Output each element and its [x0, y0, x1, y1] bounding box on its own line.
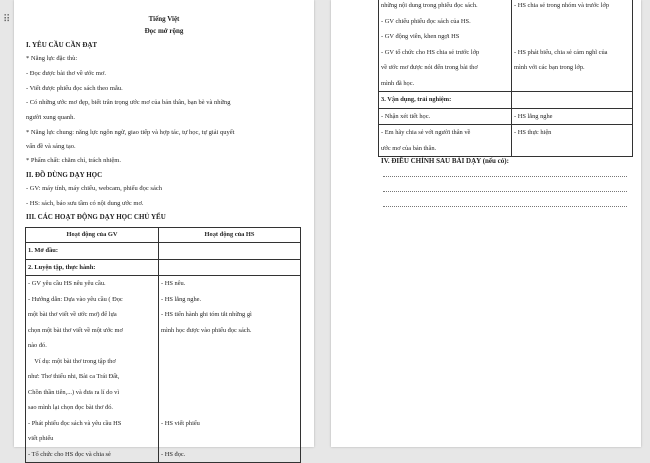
- section-2-heading: II. ĐỒ DÙNG DẠY HỌC: [26, 171, 103, 179]
- hs-line: [514, 141, 630, 157]
- section-1-line: * Năng lực chung: năng lực ngôn ngữ, giao tiếp và hợp tác, tự học, tự giải quyết: [26, 129, 235, 136]
- gv-activity-cell: [379, 125, 512, 157]
- hs-line: - HS đọc.: [161, 450, 186, 458]
- gv-activity-cell: [26, 276, 159, 463]
- section-2-line: - GV: máy tính, máy chiếu, webcam, phiếu đọc sách: [26, 185, 162, 192]
- section-2-line: - HS: sách, báo sưu tầm có nội dung ước mơ.: [26, 200, 144, 207]
- gv-line: - GV yêu cầu HS nêu yêu cầu.: [28, 280, 106, 287]
- section-1-line: * Phẩm chất: chăm chỉ, trách nhiệm.: [26, 157, 121, 164]
- gv-line: nào đó.: [28, 342, 47, 349]
- hs-line: - HS chia sẻ trong nhóm và trước lớp: [514, 2, 610, 9]
- section-1-line: - Viết được phiếu đọc sách theo mẫu.: [26, 85, 123, 92]
- document-page-2: [331, 0, 641, 447]
- section-1-line: vấn đề và sáng tạo.: [26, 143, 76, 150]
- hs-line: [514, 14, 630, 30]
- gv-line: - Tổ chức cho HS đọc và chia sẻ: [28, 450, 111, 458]
- hs-line: [514, 29, 630, 45]
- activities-table-continued: [378, 0, 633, 157]
- gv-line: - Hướng dẫn: Dựa vào yêu cầu ( Đọc: [28, 295, 123, 303]
- gv-line: về ước mơ được nói đến trong bài thơ: [381, 64, 478, 71]
- hs-column-header: Hoạt động của HS: [159, 228, 301, 243]
- gv-line: - GV động viên, khen ngợi HS: [381, 33, 460, 40]
- lesson-title: Đọc mở rộng: [144, 27, 184, 35]
- hs-line: - HS nêu.: [161, 280, 186, 287]
- section-4-heading: IV. ĐIỀU CHỈNH SAU BÀI DẠY (nếu có):: [381, 157, 509, 165]
- activities-table: [25, 227, 301, 463]
- gv-line: - GV chiếu phiếu đọc sách của HS.: [381, 17, 471, 25]
- section-1-line: người xung quanh.: [26, 114, 76, 121]
- gv-line: Chồn thần tiên,...) và đưa ra lí do vì: [28, 388, 120, 396]
- hs-activity-cell: [512, 108, 633, 125]
- table-section-heading: 3. Vận dụng, trải nghiệm:: [379, 92, 512, 109]
- subject-title: Tiếng Việt: [148, 15, 180, 23]
- hs-line: [161, 431, 298, 447]
- hs-line: [514, 76, 630, 92]
- hs-line: - HS phát biểu, chia sẻ cảm nghĩ của: [514, 48, 608, 56]
- section-1-line: - Có những ước mơ đẹp, biết trân trọng ước mơ của bản thân, bạn bè và những: [26, 99, 231, 106]
- gv-line: - Em hãy chia sẻ với người thân về: [381, 129, 471, 136]
- hs-line: [161, 338, 298, 354]
- hs-line: [161, 369, 298, 385]
- table-section-heading: 1. Mở đầu:: [26, 243, 159, 260]
- gv-line: viết phiếu: [28, 435, 54, 442]
- gv-activity-cell: [379, 0, 512, 92]
- gv-activity-cell: [379, 108, 512, 125]
- blank-line: [383, 176, 627, 177]
- blank-line: [383, 206, 627, 207]
- hs-line: [161, 385, 298, 401]
- hs-line: - HS lắng nghe.: [161, 295, 202, 303]
- hs-activity-cell: [512, 0, 633, 92]
- gv-line: - Phát phiếu đọc sách và yêu cầu HS: [28, 419, 122, 427]
- hs-line: mình học được vào phiếu đọc sách.: [161, 326, 252, 334]
- gv-line: sao mình lại chọn đọc bài thơ đó.: [28, 404, 114, 411]
- gv-line: như: Thơ thiếu nhi, Bài ca Trái Đất,: [28, 373, 120, 380]
- gv-column-header: Hoạt động của GV: [26, 228, 159, 243]
- gv-line: - Nhận xét tiết học.: [381, 112, 431, 120]
- gv-line: ước mơ của bản thân.: [381, 144, 437, 152]
- section-1-heading: I. YÊU CẦU CẦN ĐẠT: [26, 41, 98, 49]
- table-section-heading: 2. Luyện tập, thực hành:: [26, 259, 159, 276]
- hs-activity-cell: [512, 125, 633, 157]
- hs-line: - HS tiến hành ghi tóm tắt những gì: [161, 311, 252, 318]
- hs-line: - HS lắng nghe: [514, 112, 553, 120]
- hs-activity-cell: [159, 276, 301, 463]
- gv-line: một bài thơ viết về ước mơ) để lựa: [28, 311, 117, 318]
- gv-line: - GV tổ chức cho HS chia sẻ trước lớp: [381, 48, 480, 56]
- table-cell: [159, 243, 301, 260]
- hs-line: [161, 354, 298, 370]
- hs-line: - HS viết phiếu: [161, 419, 200, 427]
- hs-line: - HS thực hiện: [514, 129, 552, 136]
- gv-line: những nội dung trong phiếu đọc sách.: [381, 2, 478, 9]
- hs-line: mình với các bạn trong lớp.: [514, 64, 585, 71]
- blank-line: [383, 191, 627, 192]
- document-page-1: [14, 0, 314, 458]
- hs-line: [161, 400, 298, 416]
- table-cell: [159, 259, 301, 276]
- gv-line: Ví dụ: một bài thơ trong tập thơ: [28, 357, 116, 365]
- section-1-line: - Đọc được bài thơ về ước mơ.: [26, 70, 106, 77]
- section-3-heading: III. CÁC HOẠT ĐỘNG DẠY HỌC CHỦ YẾU: [26, 213, 166, 221]
- drag-handle-icon[interactable]: ⠿: [3, 14, 11, 25]
- table-cell: [512, 92, 633, 109]
- gv-line: chọn một bài thơ viết về một ước mơ: [28, 326, 123, 334]
- section-1-line: * Năng lực đặc thù:: [26, 55, 78, 62]
- gv-line: mình đã học.: [381, 79, 415, 87]
